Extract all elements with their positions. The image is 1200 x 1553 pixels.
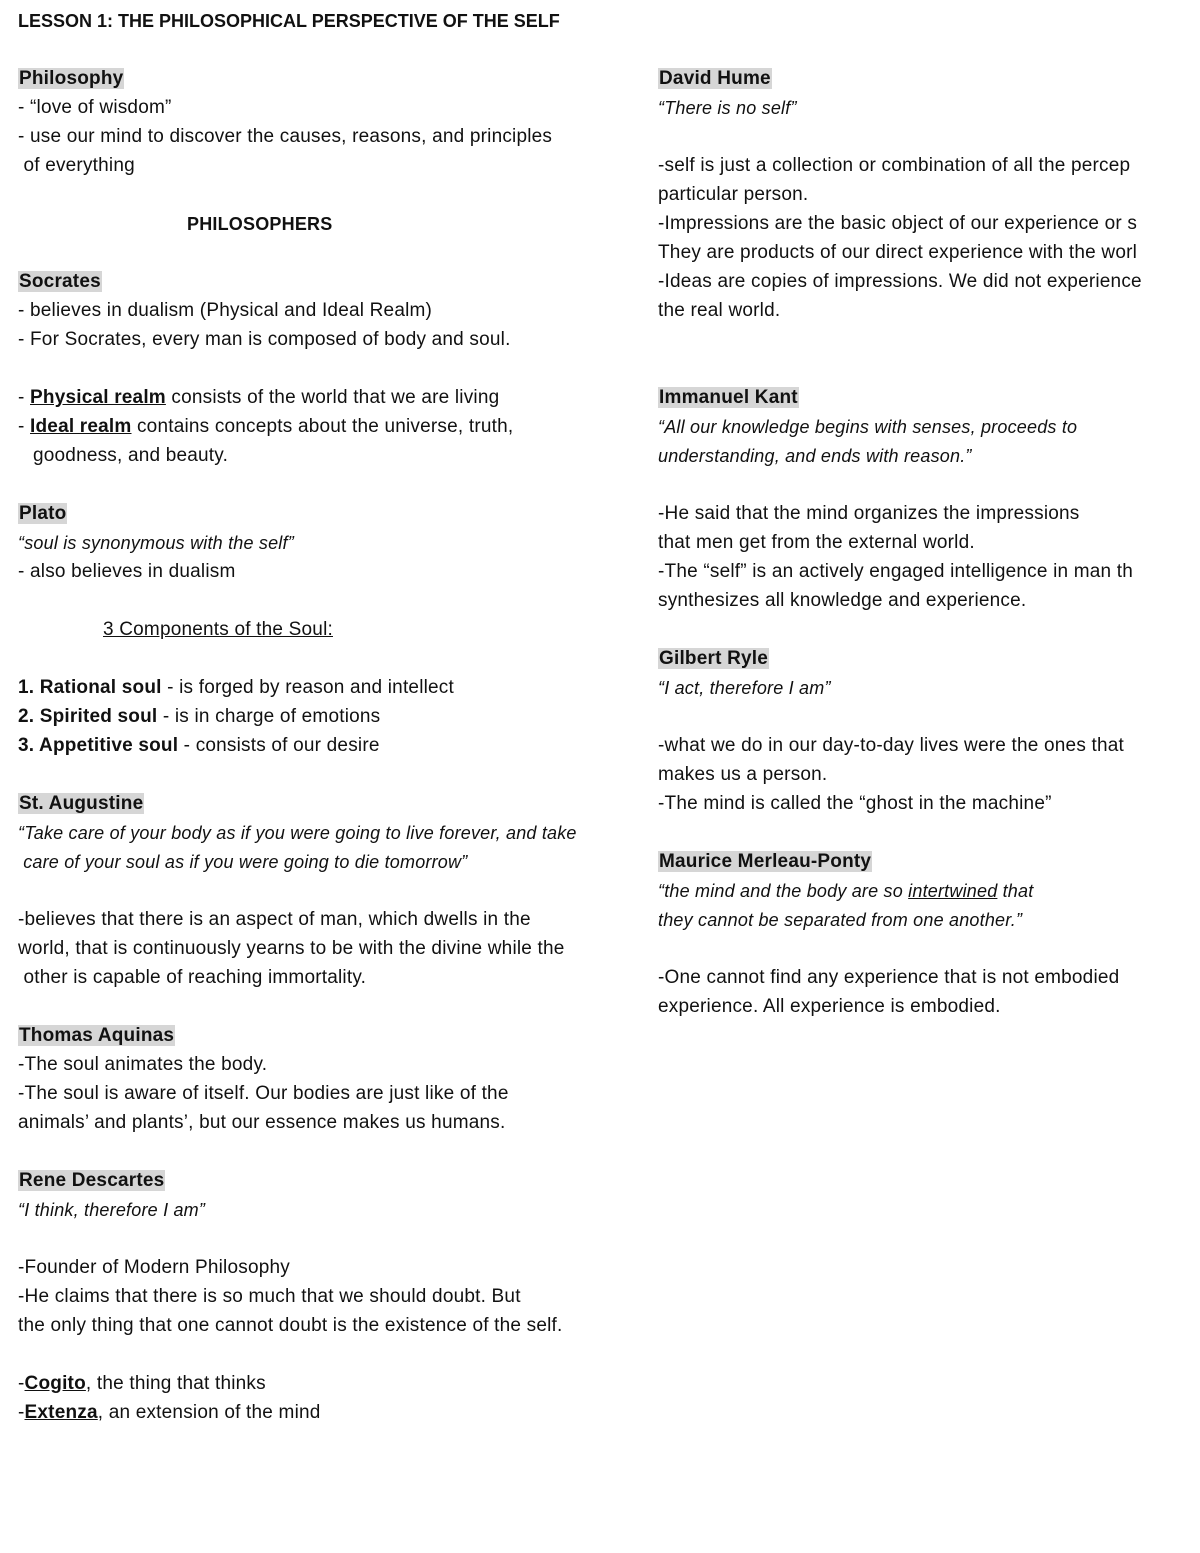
philosophers-heading: PHILOSOPHERS: [187, 214, 333, 234]
section-kant: [658, 385, 799, 411]
section-heading: Thomas Aquinas: [19, 1025, 175, 1046]
component-term: 2. Spirited soul: [18, 706, 158, 727]
component-desc: - is forged by reason and intellect: [161, 677, 454, 698]
quote: “I act, therefore I am”: [658, 678, 831, 698]
list-item: [18, 733, 380, 759]
text-line: - use our mind to discover the causes, reasons, and principles: [18, 126, 553, 147]
extenza-term: Extenza: [24, 1402, 98, 1423]
text-line: -The soul animates the body.: [18, 1054, 268, 1075]
extenza-desc: , an extension of the mind: [97, 1402, 321, 1423]
section-hume: [658, 66, 772, 92]
bullet: -: [18, 1402, 25, 1423]
ideal-realm-desc: contains concepts about the universe, truth,: [131, 416, 514, 437]
text-line: -Impressions are the basic object of our experience or s: [658, 213, 1138, 234]
text-line: -believes that there is an aspect of man, which dwells in the: [18, 909, 531, 930]
section-ryle: [658, 646, 769, 672]
quote: “All our knowledge begins with senses, proceeds to: [658, 417, 1078, 437]
section-heading: Rene Descartes: [19, 1170, 165, 1191]
section-augustine: [18, 791, 144, 817]
text-line: animals’ and plants’, but our essence makes us humans.: [18, 1112, 506, 1133]
list-item: [18, 704, 380, 730]
section-merleau-ponty: [658, 849, 872, 875]
section-plato: [18, 501, 67, 527]
text-line: the real world.: [658, 300, 781, 321]
bullet: -: [18, 1373, 25, 1394]
text-line: particular person.: [658, 184, 809, 205]
text-line: the only thing that one cannot doubt is the existence of the self.: [18, 1315, 563, 1336]
section-heading: Gilbert Ryle: [659, 648, 769, 669]
text-line: -The mind is called the “ghost in the machine”: [658, 793, 1052, 814]
cogito-term: Cogito: [24, 1373, 86, 1394]
bullet: -: [18, 416, 31, 437]
physical-realm-line: [18, 385, 499, 411]
section-heading: Plato: [19, 503, 67, 524]
quote: care of your soul as if you were going to die tomorrow”: [18, 852, 468, 872]
text-line: of everything: [18, 155, 135, 176]
text-line: makes us a person.: [658, 764, 828, 785]
text-line: other is capable of reaching immortality.: [18, 967, 367, 988]
section-heading: St. Augustine: [19, 793, 144, 814]
text-line: They are products of our direct experience with the worl: [658, 242, 1138, 263]
section-heading: Maurice Merleau-Ponty: [659, 851, 872, 872]
section-heading: Immanuel Kant: [659, 387, 798, 408]
quote: “I think, therefore I am”: [18, 1200, 206, 1220]
quote: [658, 878, 1033, 904]
text-line: that men get from the external world.: [658, 532, 975, 553]
quote: “There is no self”: [658, 98, 797, 118]
component-term: 3. Appetitive soul: [18, 735, 179, 756]
quote: understanding, and ends with reason.”: [658, 446, 972, 466]
section-aquinas: [18, 1023, 175, 1049]
text-line: -Ideas are copies of impressions. We did not experience: [658, 271, 1142, 292]
components-heading: 3 Components of the Soul:: [103, 619, 333, 640]
text-line: -self is just a collection or combination of all the percep: [658, 155, 1131, 176]
ideal-realm-line: [18, 414, 513, 440]
text-line: -The “self” is an actively engaged intelligence in man th: [658, 561, 1134, 582]
text-line: -The soul is aware of itself. Our bodies are just like of the: [18, 1083, 509, 1104]
quote: “soul is synonymous with the self”: [18, 533, 294, 553]
extenza-line: [18, 1400, 321, 1426]
ideal-realm-term: Ideal realm: [30, 416, 132, 437]
text-line: -He claims that there is so much that we should doubt. But: [18, 1286, 521, 1307]
section-descartes: [18, 1168, 165, 1194]
text-line: - “love of wisdom”: [18, 97, 172, 118]
quote-part: that: [997, 881, 1034, 901]
text-line: synthesizes all knowledge and experience.: [658, 590, 1027, 611]
text-line: goodness, and beauty.: [33, 445, 229, 466]
text-line: world, that is continuously yearns to be with the divine while the: [18, 938, 565, 959]
quote: “Take care of your body as if you were going to live forever, and take: [18, 823, 577, 843]
physical-realm-desc: consists of the world that we are living: [165, 387, 500, 408]
text-line: -He said that the mind organizes the impressions: [658, 503, 1080, 524]
quote-part: “the mind and the body are so: [658, 881, 909, 901]
component-term: 1. Rational soul: [18, 677, 162, 698]
text-line: - believes in dualism (Physical and Ideal Realm): [18, 300, 433, 321]
text-line: -what we do in our day-to-day lives were the ones that: [658, 735, 1124, 756]
component-desc: - is in charge of emotions: [157, 706, 381, 727]
text-line: - also believes in dualism: [18, 561, 236, 582]
list-item: [18, 675, 454, 701]
component-desc: - consists of our desire: [178, 735, 380, 756]
quote: they cannot be separated from one another.”: [658, 910, 1023, 930]
text-line: - For Socrates, every man is composed of body and soul.: [18, 329, 511, 350]
section-heading: Socrates: [19, 271, 101, 292]
text-line: -One cannot find any experience that is not embodied: [658, 967, 1120, 988]
intertwined-term: intertwined: [908, 881, 998, 901]
section-socrates: [18, 269, 102, 295]
page-title: LESSON 1: THE PHILOSOPHICAL PERSPECTIVE OF THE SELF: [18, 11, 560, 31]
section-philosophy: [18, 66, 124, 92]
section-heading: Philosophy: [19, 68, 124, 89]
section-heading: David Hume: [659, 68, 771, 89]
bullet: -: [18, 387, 31, 408]
text-line: experience. All experience is embodied.: [658, 996, 1001, 1017]
physical-realm-term: Physical realm: [30, 387, 166, 408]
cogito-line: [18, 1371, 266, 1397]
cogito-desc: , the thing that thinks: [85, 1373, 266, 1394]
text-line: -Founder of Modern Philosophy: [18, 1257, 290, 1278]
